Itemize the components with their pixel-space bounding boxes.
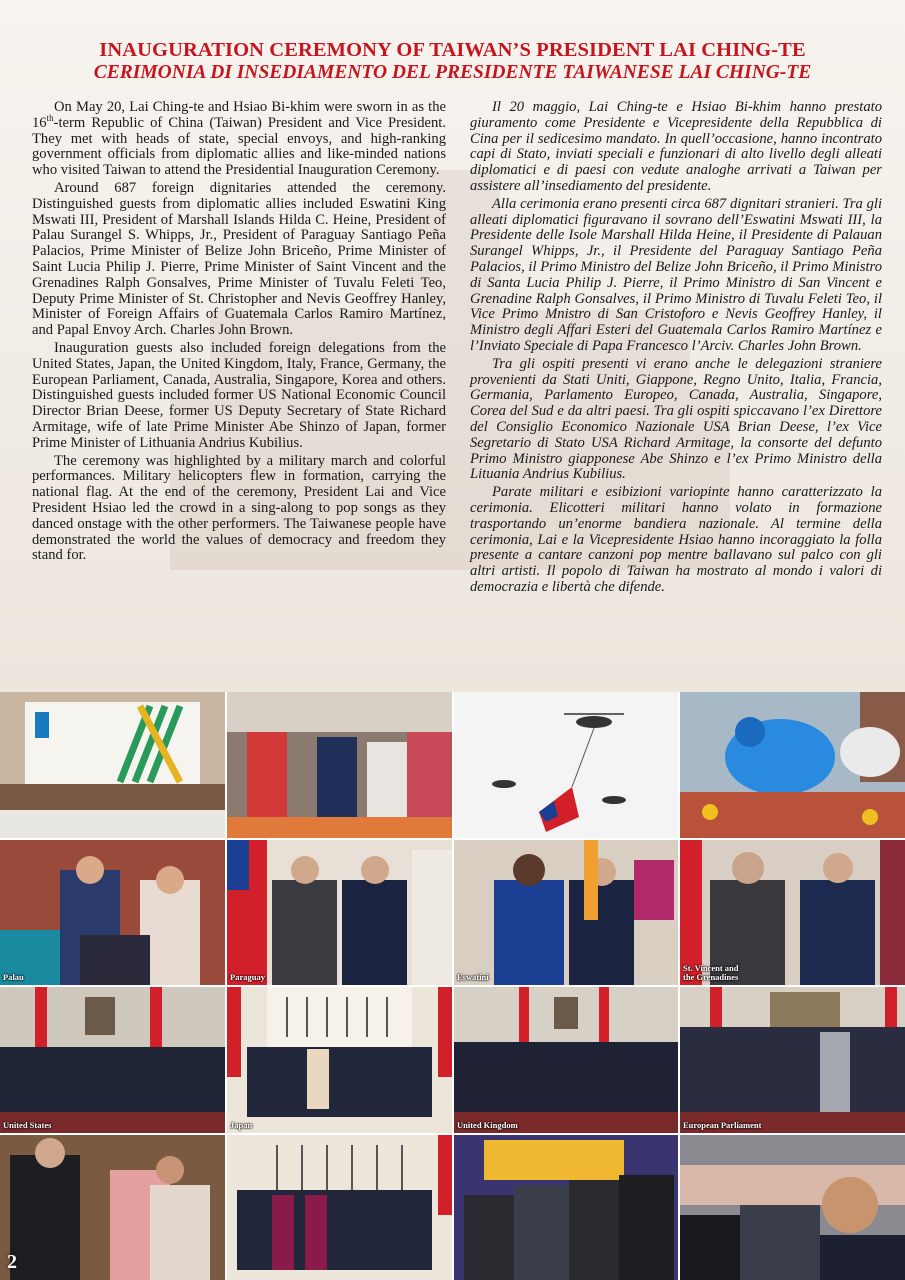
article-en-paragraph-2: Around 687 foreign dignitaries attended the ceremony. Distinguished guests from diplomatic allies included Eswatini King Mswati III, President of Marshall Islands Hilda C. Heine, President of Palau Surangel S. Whipps, Jr., President of Paraguay Santiago Peña Palacios, Prime Minister of Belize John Briceño, Prime Minister of Saint Lucia Philip J. Pierre, Prime Minister of Saint Vincent and the Grenadines Ralph Gonsalves, Prime Minister of Tuvalu Feleti Teo, Deputy Prime Minister of St. Christopher and Nevis Geoffrey Hanley, Minister of Foreign Affairs of Guatemala Carlos Ramiro Martínez, and Papal Envoy Arch. Charles John Brown. xyxy=(32,179,446,339)
photo-guests-group xyxy=(454,1135,678,1280)
caption-japan: Japan xyxy=(230,1120,253,1130)
photo-helicopters-flag xyxy=(454,692,678,838)
photo-parade-float xyxy=(680,692,905,838)
photo-performers-with-president xyxy=(227,692,452,838)
title-italian: CERIMONIA DI INSEDIAMENTO DEL PRESIDENTE TAIWANESE LAI CHING-TE xyxy=(93,62,812,83)
photo-holy-see-delegation xyxy=(227,1135,452,1280)
caption-united-kingdom: United Kingdom xyxy=(457,1120,518,1130)
article-it-paragraph-3: Tra gli ospiti presenti vi erano anche le delegazioni straniere provenienti da Stati Uniti, Giappone, Regno Unito, Italia, Francia, Germania, Parlamento Europeo, Canada, Australia, Singapore, Corea del Sud e da altri paesi. Tra gli ospiti spiccavano l’ex Direttore del Consiglio Economico Nazionale USA Brian Deese, l’ex Vice Segretario di Stato USA Richard Armitage, la consorte del defunto Primo Ministro giapponese Abe Shinzo e l’ex Primo Ministro della Lituania Andrius Kubilius. xyxy=(470,355,882,483)
caption-palau: Palau xyxy=(3,972,24,982)
article-english xyxy=(32,100,446,566)
caption-st-vincent: St. Vincent and the Grenadines xyxy=(683,963,739,982)
caption-united-states: United States xyxy=(3,1120,52,1130)
article-it-paragraph-1: Il 20 maggio, Lai Ching-te e Hsiao Bi-khim hanno prestato giuramento come Presidente e Vicepresidente della Repubblica di Cina per il sedicesimo mandato. In quell’occasione, hanno incontrato capi di Stato, inviati speciali e funzionari di alto livello degli alleati diplomatici e di paesi con vedute analoghe arrivati a Taiwan per assistere all’insediamento del presidente. xyxy=(470,99,882,194)
photo-european-parliament xyxy=(680,987,905,1133)
photo-japan xyxy=(227,987,452,1133)
photo-stage-ceremony xyxy=(0,692,225,838)
article-it-paragraph-2: Alla cerimonia erano presenti circa 687 dignitari stranieri. Tra gli alleati diplomatici figuravano il sovrano dell’Eswatini Mswati III, la Presidente delle Isole Marshall Hilda Heine, il Presidente di Palauan Surangel Whipps, Jr., il Presidente del Paraguay Santiago Peña Palacios, il Primo Ministro del Belize John Briceño, il Primo Ministro di Santa Lucia Philip J. Pierre, il Primo Ministro di San Vincent e Grenadine Ralph Gonsalves, il Primo Ministro di Tuvalu Feleti Teo, il Vice Primo Mnistro di San Cristoforo e Nevis Geoffrey Hanley, il Ministro degli Affari Esteri del Guatemala Carlos Ramiro Martínez e l’Inviato Speciale di Papa Francesco l’Arciv. Charles John Brown. xyxy=(470,195,882,354)
page-number: 2 xyxy=(7,1251,17,1273)
photo-st-vincent xyxy=(680,840,905,985)
photo-palau xyxy=(0,840,225,985)
photo-paraguay xyxy=(227,840,452,985)
article-en-paragraph-1: On May 20, Lai Ching-te and Hsiao Bi-khim were sworn in as the 16th-term Republic of China (Taiwan) President and Vice President. They met with heads of state, special envoys, and high-ranking government officials from diplomatic allies and like-minded nations who visited Taiwan to attend the Presidential Inauguration Ceremony. xyxy=(32,99,446,179)
photo-united-kingdom xyxy=(454,987,678,1133)
article-italian xyxy=(470,100,882,598)
caption-european-parliament: European Parliament xyxy=(683,1120,762,1130)
caption-eswatini: Eswatini xyxy=(457,972,489,982)
title-english: INAUGURATION CEREMONY OF TAIWAN’S PRESIDENT LAI CHING-TE xyxy=(99,39,806,61)
page-header xyxy=(0,38,905,84)
article-it-paragraph-4: Parate militari e esibizioni variopinte hanno caratterizzato la cerimonia. Elicotteri militari hanno volato in formazione trasportando un’enorme bandiera nazionale. Al termine della cerimonia, Lai e la Vicepresidente Hsiao hanno incoraggiato la folla presente a cantare canzoni pop mentre ballavano sul palco con gli altri artisti. Il popolo di Taiwan ha mostrato al mondo i valori di democrazia e libertà che difende. xyxy=(470,484,882,595)
photo-eswatini xyxy=(454,840,678,985)
photo-selfie-crowd xyxy=(680,1135,905,1280)
article-en-paragraph-4: The ceremony was highlighted by a military march and colorful performances. Military helicopters flew in formation, carrying the national flag. At the end of the ceremony, President Lai and Vice President Hsiao led the crowd in a sing-along to pop songs as they danced onstage with the other performers. The Taiwanese people have demonstrated the world the values of democracy and freedom they stand for. xyxy=(32,452,446,564)
article-en-paragraph-3: Inauguration guests also included foreign delegations from the United States, Japan, the United Kingdom, Italy, France, Germany, the European Parliament, Canada, Australia, Singapore, Korea and others. Distinguished guests included former US National Economic Council Director Brian Deese, former US Deputy Secretary of State Richard Armitage, wife of late Prime Minister Abe Shinzo of Japan, former Prime Minister of Lithuania Andrius Kubilius. xyxy=(32,339,446,451)
caption-paraguay: Paraguay xyxy=(230,972,265,982)
photo-united-states xyxy=(0,987,225,1133)
photo-papal-envoy xyxy=(0,1135,225,1280)
photo-grid xyxy=(0,692,905,1280)
